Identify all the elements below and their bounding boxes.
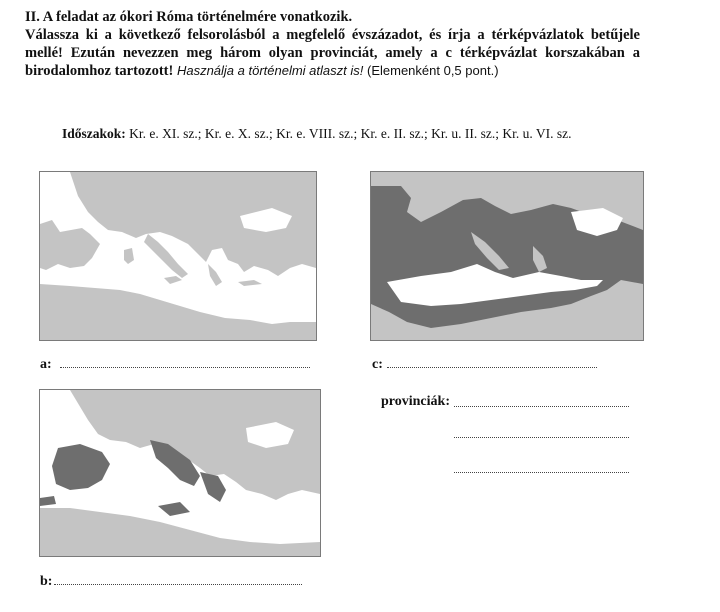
- iberia: [40, 220, 100, 270]
- province-blank-2[interactable]: [454, 436, 629, 438]
- hispania: [52, 444, 110, 490]
- greece: [208, 264, 222, 286]
- answer-b: [40, 574, 302, 590]
- map-c: [370, 171, 644, 341]
- north-africa: [40, 508, 320, 556]
- sardinia-corsica: [124, 248, 134, 264]
- answer-b-label: b:: [40, 574, 53, 589]
- africa-province: [158, 502, 190, 516]
- answer-b-blank[interactable]: [54, 574, 302, 585]
- provinces-label: provinciák:: [381, 394, 450, 409]
- instruction-main: Válassza ki a következő felsorolásból a megfelelő évszázadot, és írja a térképvázlatok betűjele mellé! Ezután nevezzen meg három olyan provinciát, amely a c térképvázlat korszakában a birodalomhoz tartozott!: [25, 27, 640, 79]
- map-b: [39, 389, 321, 557]
- map-b-drawing: [40, 390, 320, 556]
- instruction-atlas-hint: Használja a történelmi atlaszt is!: [176, 63, 364, 78]
- crete: [238, 280, 262, 286]
- answer-a-label: a:: [40, 357, 52, 372]
- west-coast-territory: [40, 496, 56, 506]
- answer-c-label: c:: [372, 357, 383, 372]
- periods-label: Időszakok:: [62, 126, 126, 141]
- periods-list: [62, 126, 682, 142]
- province-blank-1[interactable]: [454, 405, 629, 407]
- periods-items: Kr. e. XI. sz.; Kr. e. X. sz.; Kr. e. VIII. sz.; Kr. e. II. sz.; Kr. u. II. sz.; Kr. u. VI. sz.: [129, 126, 572, 141]
- map-a-drawing: [40, 172, 316, 340]
- macedonia-graecia: [200, 472, 226, 502]
- answer-c-blank[interactable]: [387, 357, 597, 368]
- province-blank-3[interactable]: [454, 471, 629, 473]
- answer-c: [372, 357, 597, 373]
- sicily: [164, 276, 182, 284]
- instruction-points: (Elemenként 0,5 pont.): [367, 63, 499, 78]
- task-title: II. A feladat az ókori Róma történelmére vonatkozik.: [25, 9, 353, 25]
- answer-a: [40, 357, 310, 373]
- map-c-drawing: [371, 172, 643, 340]
- map-a: [39, 171, 317, 341]
- answer-a-blank[interactable]: [60, 357, 310, 368]
- north-africa: [40, 284, 316, 340]
- task-instructions: [25, 26, 640, 80]
